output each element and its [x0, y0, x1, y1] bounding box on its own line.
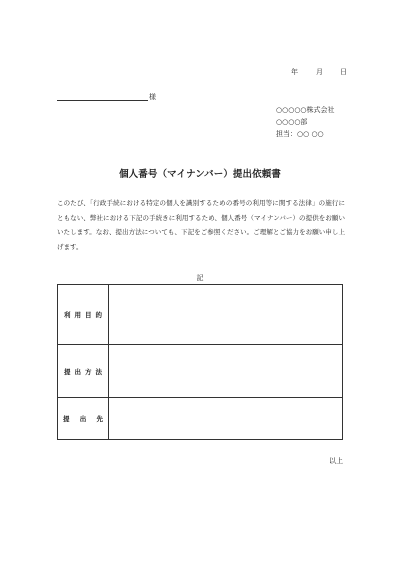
date-line [291, 67, 347, 77]
sender-department: ○○○○部 [276, 118, 308, 126]
recipient-name-line [57, 100, 148, 101]
date-month-label: 月 [316, 68, 323, 76]
purpose-value-cell [109, 285, 343, 345]
purpose-label: 利用目的 [58, 285, 109, 345]
table-row-method [58, 345, 343, 398]
method-value-cell [109, 345, 343, 398]
request-body-text: このたび、「行政手続における特定の個人を識別するための番号の利用等に関する法律」の施行にともない、弊社における下記の手続きに利用するため、個人番号（マイナンバー）の提供をお願いいたします。なお、提出方法についても、下記をご参照ください。ご理解とご協力をお願い申し上げます。 [57, 199, 345, 251]
destination-value-cell [109, 398, 343, 440]
sender-contact: 担当：○○ ○○ [276, 130, 324, 138]
table-row-destination [58, 398, 343, 440]
method-label: 提出方法 [58, 345, 109, 398]
document-title: 個人番号（マイナンバー）提出依頼書 [119, 169, 281, 180]
submission-info-table [57, 284, 343, 440]
destination-label: 提 出 先 [58, 398, 109, 440]
closing-text: 以上 [329, 457, 343, 465]
sender-block [276, 104, 335, 140]
date-year-label: 年 [291, 68, 298, 76]
date-day-label: 日 [340, 68, 347, 76]
recipient-honorific: 様 [149, 93, 156, 101]
ki-heading: 記 [196, 274, 204, 282]
sender-company: ○○○○○株式会社 [276, 106, 335, 114]
table-row-purpose [58, 285, 343, 345]
recipient-block [57, 92, 156, 102]
